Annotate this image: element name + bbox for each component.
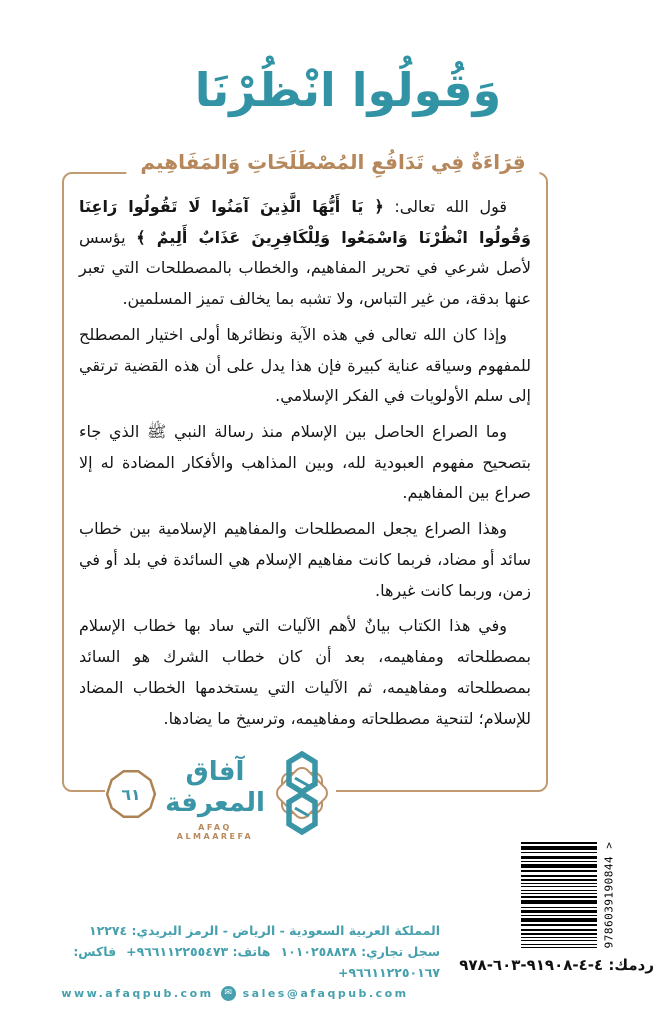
series-number: ٦١: [121, 786, 141, 805]
barcode-block: [521, 838, 625, 952]
phone-number: هاتف: ٩٦٦١١٢٢٥٥٤٧٣+: [126, 944, 271, 959]
book-title-calligraphy: وَقُولُوا انْظُرْنَا: [194, 63, 502, 117]
publisher-registry-phone-fax: [20, 941, 440, 983]
paragraph-1-rest: يؤسس لأصل شرعي في تحرير المفاهيم، والخطاب بالمصطلحات التي تعبر عنها بدقة، من غير التباس، ولا تشبه بما يخالف تميز المسلمين.: [79, 227, 531, 309]
paragraph-3: وما الصراع الحاصل بين الإسلام منذ رسالة النبي ﷺ الذي جاء بتصحيح مفهوم العبودية لله، وبين المذاهب والأفكار المضادة له إلا صراع بين المفاهيم.: [79, 422, 531, 503]
barcode-number: 9786039190844 >: [602, 841, 616, 949]
quran-verse: ﴿ يَا أَيُّهَا الَّذِينَ آمَنُوا لَا تَقُولُوا رَاعِنَا وَقُولُوا انْظُرْنَا وَاسْمَعُوا وَلِلْكَافِرِينَ عَذَابٌ أَلِيمٌ ﴾: [79, 197, 532, 247]
publisher-email: sales@afaqpub.com: [242, 987, 409, 1000]
publisher-name-arabic: آفاق المعرفة: [165, 757, 265, 819]
paragraph-1: [79, 192, 531, 315]
fax-number: فاكس: ٩٦٦١١٢٢٥٠١٦٧+: [73, 944, 440, 980]
paragraph-4: وهذا الصراع يجعل المصطلحات والمفاهيم الإسلامية بين خطاب سائد أو مضاد، فربما كانت مفاهيم الإسلام هي السائدة في بلد أو في زمن، وربما كانت غيرها.: [79, 519, 531, 600]
paragraph-2: وإذا كان الله تعالى في هذه الآية ونظائرها أولى اختيار المصطلح للمفهوم وسياقه عناية كبيرة فإن هذا يدل على أن هذه القضية ترتقي إلى سلم الأولويات في الفكر الإسلامي.: [79, 324, 531, 406]
publisher-contact: [20, 920, 440, 1001]
publisher-name-latin: AFAQ ALMAAREFA: [176, 823, 254, 842]
publisher-logo-icon: [268, 748, 336, 838]
book-subtitle: قِرَاءَةٌ فِي تَدَافُعِ المُصْطَلَحَاتِ وَالمَفَاهِيم: [126, 146, 539, 178]
publisher-website: www.afaqpub.com: [61, 987, 214, 1000]
envelope-icon: ✉: [221, 986, 236, 1001]
commercial-registry: سجل تجاري: ١٠١٠٢٥٨٨٣٨: [280, 944, 440, 959]
decagon-seal-icon: [105, 768, 157, 820]
publisher-emblem: [268, 748, 336, 838]
verse-intro: قول الله تعالى:: [383, 197, 508, 216]
blurb-frame: [62, 172, 548, 792]
barcode-bars-icon: [521, 842, 597, 948]
web-contact-line: [20, 986, 440, 1001]
series-number-badge: [105, 768, 157, 820]
isbn-line: ردمك: ٤-٤-٩١٩٠٨-٦٠٣-٩٧٨: [459, 956, 654, 974]
publisher-address: المملكة العربية السعودية - الرياض - الرمز البريدي: ١٢٢٧٤: [89, 923, 440, 938]
publisher-wordmark: [157, 755, 273, 841]
paragraph-5: وفي هذا الكتاب بيانٌ لأهم الآليات التي ساد بها خطاب الإسلام بمصطلحاته ومفاهيمه، بعد أن كان خطاب الشرك هو السائد بمصطلحاته ومفاهيمه، ثم الآليات التي يستخدمها الخطاب المضاد للإسلام؛ لتنحية مصطلحاته ومفاهيمه، وترسيخ ما يضادها.: [79, 616, 531, 728]
